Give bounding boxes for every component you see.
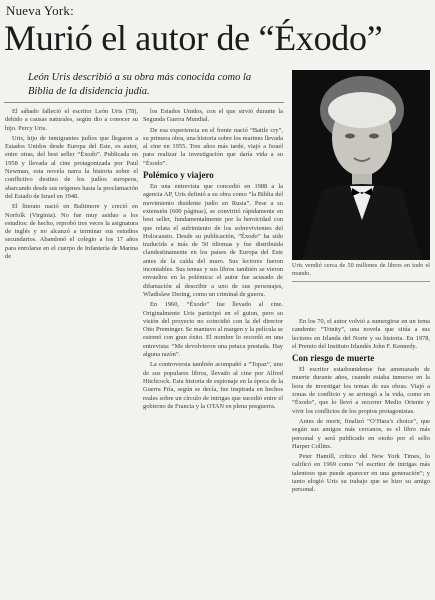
subhead: Polémico y viajero [143,170,214,181]
photo-caption: Uris vendió cerca de 50 millones de libros en todo el mundo. [292,262,430,277]
paragraph: El literato nació en Baltimore y creció en Norfolk (Virginia). No fue muy asiduo a los estudios: de hecho, reprobó tres veces la asignatura de inglés y no alcanzó a terminar sus estudios secundarios. Abandonó el colegio a los 17 años para enrolarse en el cuerpo de Infantería de Marina de [5,203,138,261]
deck: León Uris describió a su obra más conocida como la Biblia de la disidencia judía. [28,72,252,97]
paragraph: los Estados Unidos, con el que sirvió durante la Segunda Guerra Mundial. [143,108,283,124]
paragraph: Uris, hijo de inmigrantes judíos que llegaron a Estados Unidos desde Europa del Este, es autor, entre otras, del best seller “Éxodo”. Publicada en 1958 y llevada al cine protagonizada por Paul Newman, esta novela narra la historia sobre el conflictivo destino de los judíos europeos, abarcando desde sus orígenes hasta la proclamación del Estado de Israel en 1948. [5,134,138,200]
portrait-image [292,70,430,260]
paragraph: El sábado falleció el escritor León Uris (78), debido a causas naturales, según dio a conocer su hijo. Percy Uris. [5,108,138,132]
paragraph: De esa experiencia en el frente nació “Battle cry”, su primera obra, una historia sobre los marines llevada al cine en 1955. Tres años más tarde, viajó a Israel para realizar la investigación que daría vida a su “Éxodo”. [143,126,283,167]
author-photo [292,70,430,260]
divider [4,102,284,103]
paragraph: En 1960, “Éxodo” fue llevado al cine. Originalmente Uris participó en el guion, pero su visión del proyecto no coincidió con la del director Otto Preminger. Se mantuvo al margen y la película se estrenó con gran éxito. El nombre lo recordó en una entrevista: “Me devolvieron una petaca prestada. Hay alguna razón”. [143,301,283,359]
paragraph: La controversia también acompañó a “Topaz”, uno de sus populares libros, llevado al cine por Alfred Hitchcock. Esta historia de espionaje en la época de la Guerra Fría, según se decía, fue inspirada en hechos reales sobre un círculo de intrigas que sucedió entre el gobierno de Francia y la OTAN en plena posguerra. [143,361,283,410]
headline: Murió el autor de “Éxodo” [4,18,383,58]
paragraph: El escritor estadounidense fue amenazado de muerte durante años, cuando estaba inmerso en la hora de investigar los temas de sus obras. Viajó a zonas de conflicto y se arriesgó a la vida, como en “Éxodo”, que lo llevó a recorrer Medio Oriente y vivir los conflictos de los propios protagonistas. [292,366,430,415]
subhead: Con riesgo de muerte [292,353,375,364]
paragraph: En los 70, el autor volvió a sumergirse en un tema candente: “Trinity”, una novela que sitúa a sus lectores en Irlanda del Norte y su historia. En 1978, el Premio del Instituto Irlandés John F. Kennedy. [292,318,430,350]
kicker: Nueva York: [6,3,74,18]
paragraph: Antes de morir, finalizó “O’Hara’s choice”, que según sus amigos más cercanos, es el libro más personal y será publicado en otoño por el sello Harper Collins. [292,417,430,450]
divider [292,281,430,282]
paragraph: En una entrevista que concedió en 1988 a la agencia AP, Uris definió a su obra como “la Biblia del movimiento disidente judío en Rusia”. Pese a su extensión (600 páginas), se convirtió rápidamente en best seller, fundamentalmente por la heroicidad con que relata el sufrimiento de los sobrevivientes del Holocausto. Desde su publicación, “Éxodo” ha sido traducida a más de 50 idiomas y fue distribuida clandestinamente en los países de Europa del Este antes de la caída del muro. Sus lectores fueron incontables. Sus temas y sus libros también se vieron envueltos en la polémica: el autor fue acusado de difamación al describir a uno de sus personajes, Wladislaw Dering, como un criminal de guerra. [143,183,283,298]
article-column-3 [292,318,430,596]
article-column-1 [5,108,138,596]
article-column-2 [143,108,283,596]
paragraph: Peter Hamill, crítico del New York Times, lo calificó en 1969 como “el escritor de intrigas más talentoso que puede aparecer en una generación”; y tanto elogió Uris su trabajo que se hizo su amigo personal. [292,453,430,494]
